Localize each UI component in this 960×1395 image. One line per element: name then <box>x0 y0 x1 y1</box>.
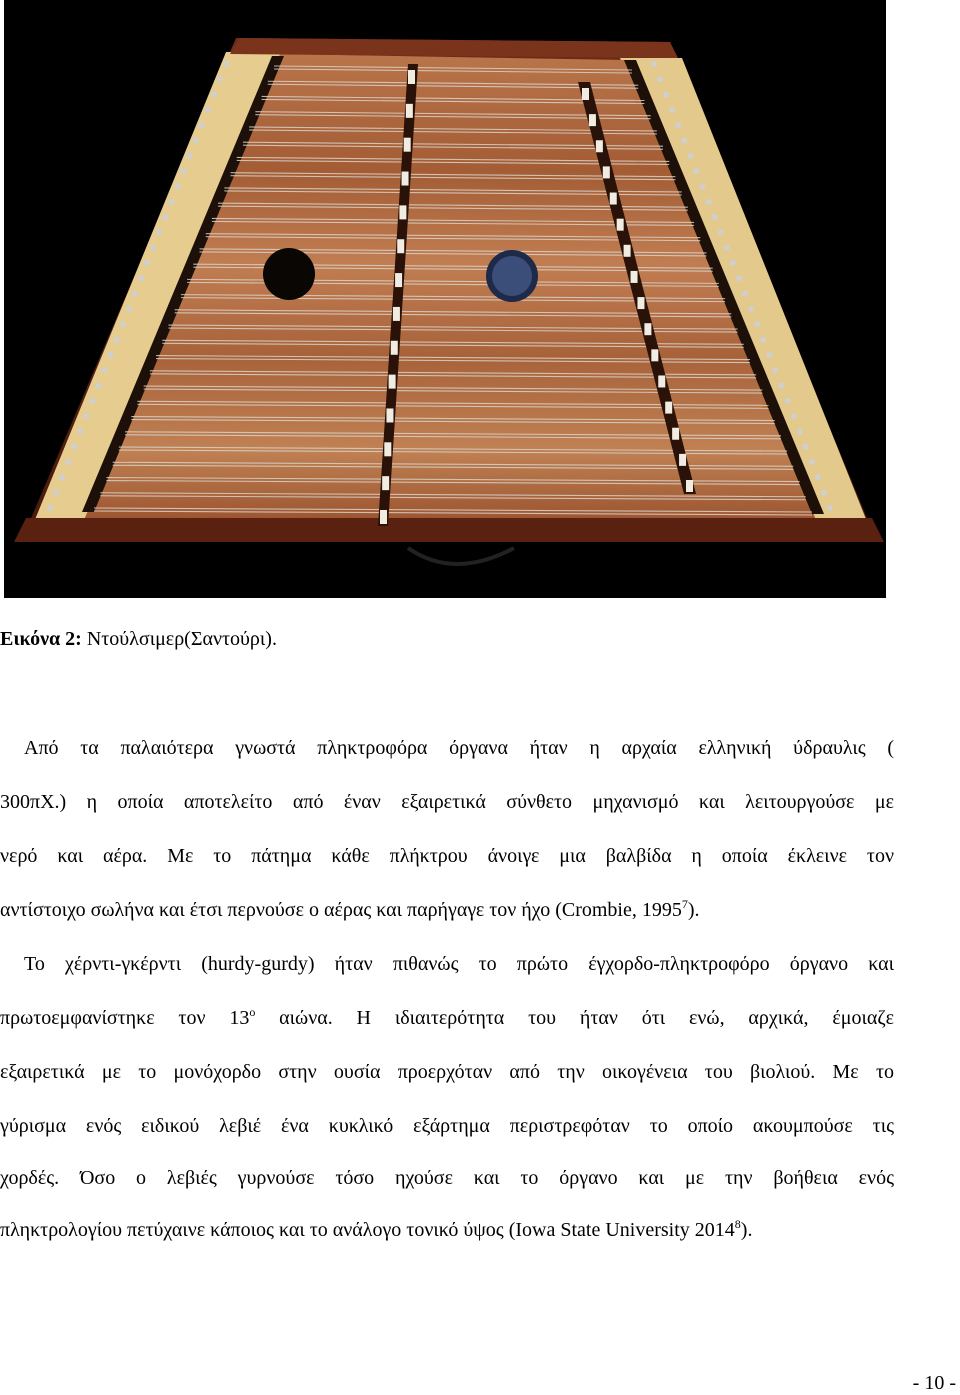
paragraph1-line3: νερό και αέρα. Με το πάτημα κάθε πλήκτρου άνοιγε μια βαλβίδα η οποία έκλεινε τον <box>0 845 894 867</box>
paragraph2-line5: χορδές. Όσο ο λεβιές γυρνούσε τόσο ηχούσε και το όργανο και με την βοήθεια ενός <box>0 1167 894 1189</box>
paragraph2-line1: Το χέρντι-γκέρντι (hurdy-gurdy) ήταν πιθανώς το πρώτο έγχορδο-πληκτροφόρο όργανο και <box>24 953 894 975</box>
paragraph1-line4-text: αντίστοιχο σωλήνα και έτσι περνούσε ο αέρας και παρήγαγε τον ήχο (Crombie, 1995 <box>0 899 682 921</box>
paragraph2-line2 <box>0 1006 894 1030</box>
figure-caption <box>0 627 277 651</box>
caption-label: Εικόνα 2: <box>0 628 82 650</box>
footnote-ref-7: 7 <box>681 897 688 911</box>
ordinal-superscript: ο <box>249 1005 256 1019</box>
paragraph2-line4: γύρισμα ενός ειδικού λεβιέ ένα κυκλικό εξάρτημα περιστρεφόταν το οποίο ακουμπούσε τις <box>0 1115 894 1137</box>
paragraph1-line4 <box>0 898 894 922</box>
paragraph1-line2: 300πΧ.) η οποία αποτελείτο από έναν εξαιρετικά σύνθετο μηχανισμό και λειτουργούσε με <box>0 791 894 813</box>
paragraph2-line2-text: πρωτοεμφανίστηκε τον 13 <box>0 1007 250 1029</box>
paragraph2-line6-text: πληκτρολογίου πετύχαινε κάποιος και το ανάλογο τονικό ύψος (Iowa State University 2014 <box>0 1219 735 1241</box>
paragraph2-line6-end: ). <box>740 1219 753 1241</box>
paragraph2-line2-end: αιώνα. Η ιδιαιτερότητα του ήταν ότι ενώ, αρχικά, έμοιαζε <box>255 1007 894 1029</box>
paragraph2-line6 <box>0 1218 894 1242</box>
dulcimer-photo <box>4 0 886 598</box>
paragraph1-line4-end: ). <box>687 899 700 921</box>
page-number: - 10 - <box>912 1372 956 1394</box>
paragraph2-line3: εξαιρετικά με το μονόχορδο στην ουσία προερχόταν από την οικογένεια του βιολιού. Με το <box>0 1061 894 1083</box>
caption-text: Ντούλσιμερ(Σαντούρι). <box>81 628 277 650</box>
paragraph1-line1: Από τα παλαιότερα γνωστά πληκτροφόρα όργανα ήταν η αρχαία ελληνική ύδραυλις ( <box>24 737 894 759</box>
footnote-ref-8: 8 <box>734 1217 741 1231</box>
